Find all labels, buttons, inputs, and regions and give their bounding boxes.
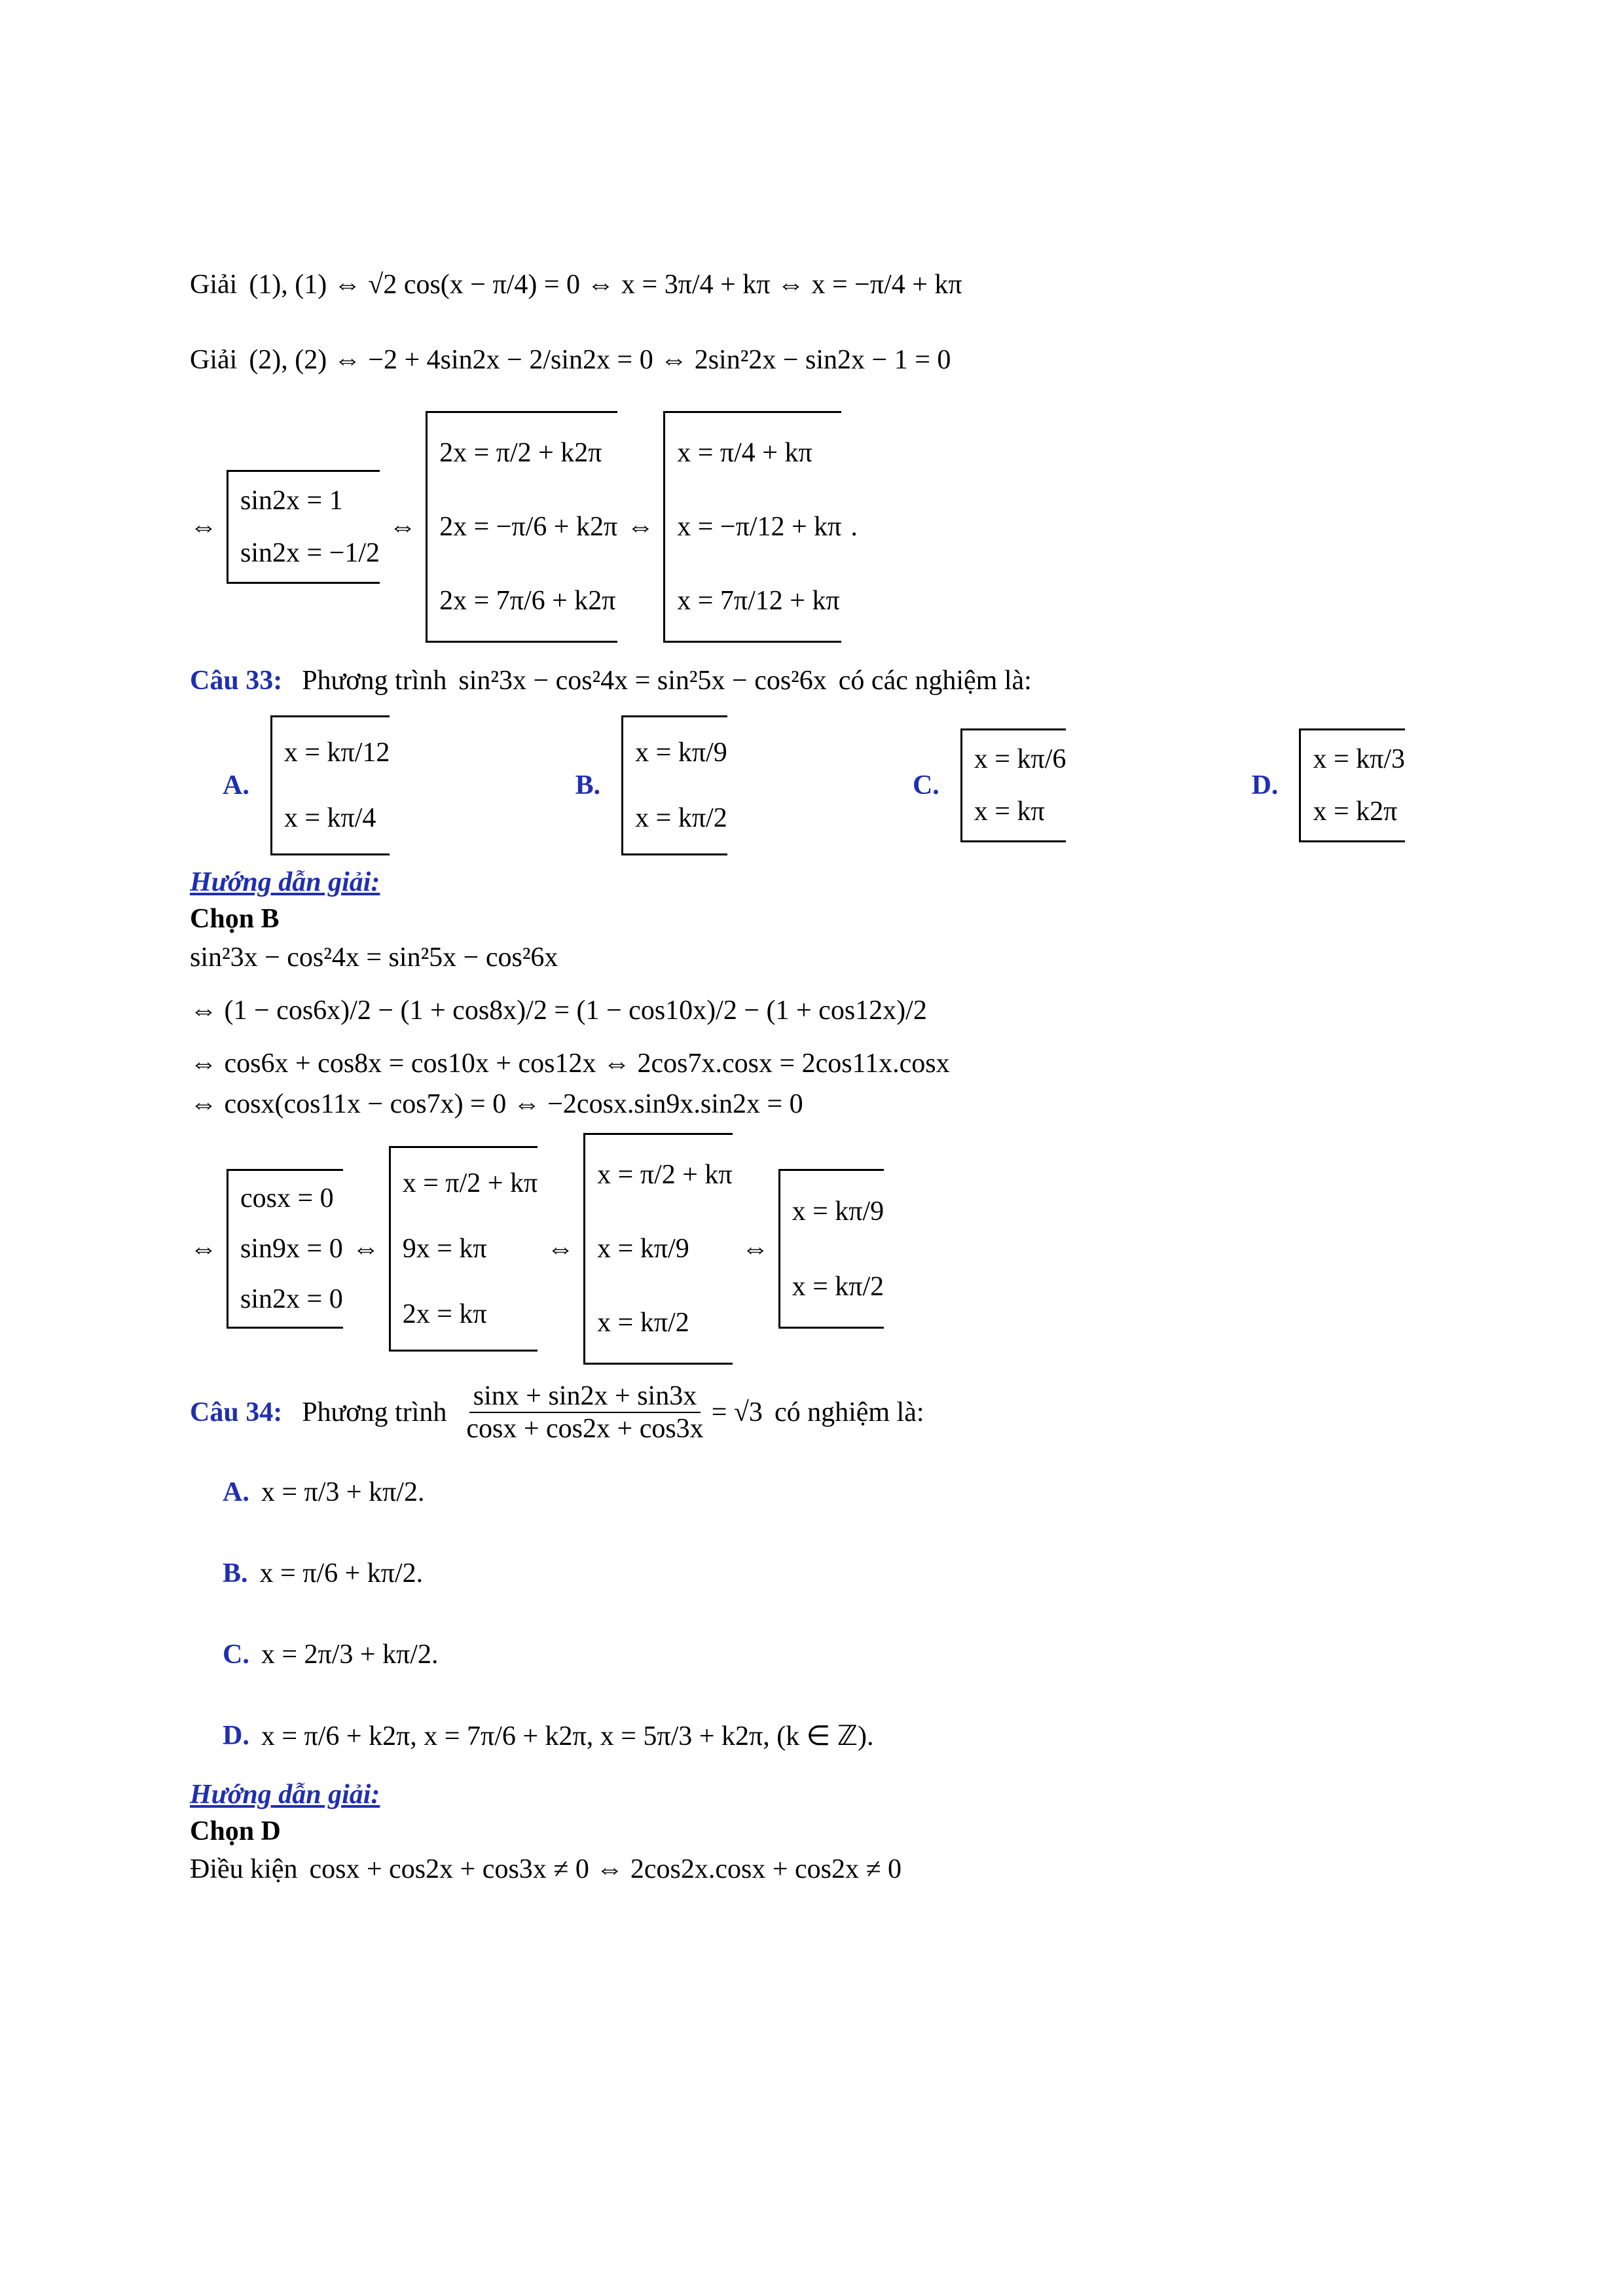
question-34-label: Câu 34: xyxy=(190,1397,283,1427)
answer-label: Chọn B xyxy=(190,904,280,934)
q34-option-a-text: x = π/3 + kπ/2. xyxy=(261,1477,425,1507)
guide-heading: Hướng dẫn giải: xyxy=(190,1780,380,1810)
system-col-3-row: x = π/4 + kπ xyxy=(677,437,812,468)
system-col-2-row: 2x = π/2 + k2π xyxy=(439,437,602,468)
question-34-denominator: cosx + cos2x + cos3x xyxy=(466,1414,704,1444)
q34-option-b-letter: B. xyxy=(223,1558,248,1588)
option-a-bracket xyxy=(270,715,390,855)
option-d[interactable] xyxy=(1252,728,1414,842)
question-33-guide xyxy=(190,864,1434,901)
option-b[interactable] xyxy=(575,715,737,855)
q34-option-c-letter: C. xyxy=(223,1640,249,1670)
option-c-row: x = kπ xyxy=(974,797,1045,827)
q33-step-2 xyxy=(190,978,1434,1043)
q33-step-text: sin²3x − cos²4x = sin²5x − cos²6x xyxy=(190,942,558,973)
system-col-2 xyxy=(426,411,617,643)
system-col-1-row: sin2x = −1/2 xyxy=(240,538,380,568)
q33-system-col-4 xyxy=(778,1169,884,1329)
option-d-bracket xyxy=(1299,728,1405,842)
q33-system-row: sin2x = 0 xyxy=(240,1283,343,1314)
q34-option-c[interactable] xyxy=(223,1614,1434,1695)
option-c-letter: C. xyxy=(912,770,939,800)
solve-2-system: ⇔ sin2x = 1 sin2x = −1/2 ⇔ 2x = π/2 + k2π 2x = −π/6 + k2π 2x = 7π/6 + k2π ⇔ x = π/4 + kπ x = −π/12 + kπ x = 7π/12 + kπ . xyxy=(190,406,1434,648)
option-d-letter: D. xyxy=(1251,770,1279,800)
q33-system-row: x = kπ/9 xyxy=(597,1233,689,1264)
question-33-answer xyxy=(190,901,1434,937)
option-b-row: x = kπ/2 xyxy=(635,803,727,833)
q33-system-row: x = π/2 + kπ xyxy=(402,1168,538,1198)
q33-step-text: ⇔ (1 − cos6x)/2 − (1 + cos8x)/2 = (1 − cos10x)/2 − (1 + cos12x)/2 xyxy=(190,996,927,1026)
q34-option-b[interactable] xyxy=(223,1533,1434,1614)
solve-2-ref: (2) xyxy=(249,345,282,375)
q33-system-col-3 xyxy=(583,1133,732,1365)
option-b-letter: B. xyxy=(575,770,601,800)
option-c[interactable] xyxy=(913,728,1075,842)
system-col-2-row: 2x = −π/6 + k2π xyxy=(439,511,618,542)
question-34 xyxy=(190,1373,1434,1452)
q33-system: ⇔ cosx = 0 sin9x = 0 sin2x = 0 ⇔ x = π/2 + kπ 9x = kπ 2x = kπ ⇔ x = π/2 + kπ x = kπ/9 x = kπ/2 ⇔ x = kπ/9 x = kπ/2 xyxy=(190,1131,1434,1367)
system-col-2-row: 2x = 7π/6 + k2π xyxy=(439,586,616,617)
guide-heading: Hướng dẫn giải: xyxy=(190,867,380,897)
q34-option-d-text: x = π/6 + k2π, x = 7π/6 + k2π, x = 5π/3 + k2π, (k ∈ ℤ). xyxy=(261,1721,874,1751)
q33-step-4 xyxy=(190,1084,1434,1124)
q34-option-d-letter: D. xyxy=(223,1721,249,1751)
solve-2-line: Giải (2) , (2) ⇔ −2 + 4sin2x − 2/sin2x = 0 ⇔ 2sin²2x − sin2x − 1 = 0 xyxy=(190,345,951,375)
q33-step-text: ⇔ cosx(cos11x − cos7x) = 0 ⇔ −2cosx.sin9x.sin2x = 0 xyxy=(190,1089,803,1119)
option-c-bracket xyxy=(960,728,1067,842)
q34-option-a[interactable] xyxy=(223,1452,1434,1533)
q33-system-row: cosx = 0 xyxy=(240,1183,334,1214)
question-34-answer xyxy=(190,1813,1434,1850)
q33-system-row: x = π/2 + kπ xyxy=(597,1159,733,1190)
condition-math: cosx + cos2x + cos3x ≠ 0 ⇔ 2cos2x.cosx + cos2x ≠ 0 xyxy=(309,1854,902,1884)
system-col-1-row: sin2x = 1 xyxy=(240,486,343,516)
answer-label: Chọn D xyxy=(190,1816,281,1846)
q33-step-text: ⇔ cos6x + cos8x = cos10x + cos12x ⇔ 2cos7x.cosx = 2cos11x.cosx xyxy=(190,1049,950,1079)
q33-system-row: 2x = kπ xyxy=(402,1299,487,1329)
question-33-suffix: có các nghiệm là: xyxy=(838,666,1032,696)
solve-2-label: Giải xyxy=(190,345,238,375)
option-a[interactable] xyxy=(223,715,399,855)
system-col-3-row: x = −π/12 + kπ xyxy=(677,511,842,542)
option-b-bracket xyxy=(621,715,727,855)
solve-1-label: Giải xyxy=(190,270,238,300)
q34-option-d[interactable] xyxy=(223,1695,1434,1776)
question-34-rhs: = √3 xyxy=(711,1397,763,1427)
option-a-row: x = kπ/12 xyxy=(283,738,390,768)
solve-1-math: (1) ⇔ √2 cos(x − π/4) = 0 ⇔ x = 3π/4 + kπ ⇔ x = −π/4 + kπ xyxy=(295,270,962,300)
q33-system-row: x = kπ/2 xyxy=(597,1308,689,1338)
option-a-letter: A. xyxy=(223,770,249,800)
question-34-suffix: có nghiệm là: xyxy=(774,1397,924,1427)
question-34-fraction xyxy=(462,1380,707,1445)
question-33-label: Câu 33: xyxy=(190,666,283,696)
question-34-numerator: sinx + sin2x + sin3x xyxy=(469,1380,701,1413)
solve-1-ref: (1) xyxy=(249,270,282,300)
question-33-prefix: Phương trình xyxy=(302,666,447,696)
solve-2-math: (2) ⇔ −2 + 4sin2x − 2/sin2x = 0 ⇔ 2sin²2x − sin2x − 1 = 0 xyxy=(295,345,951,375)
q34-option-a-letter: A. xyxy=(223,1477,249,1507)
option-c-row: x = kπ/6 xyxy=(974,744,1067,774)
document-page xyxy=(190,249,1434,1889)
question-34-condition xyxy=(190,1850,1434,1889)
solve-1-line: Giải (1) , (1) ⇔ √2 cos(x − π/4) = 0 ⇔ x = 3π/4 + kπ ⇔ x = −π/4 + kπ xyxy=(190,270,962,300)
option-a-row: x = kπ/4 xyxy=(283,803,376,833)
question-34-prefix: Phương trình xyxy=(302,1397,447,1427)
q34-option-c-text: x = 2π/3 + kπ/2. xyxy=(261,1640,439,1670)
q33-system-row: x = kπ/9 xyxy=(792,1196,884,1227)
question-33-equation: sin²3x − cos²4x = sin²5x − cos²6x xyxy=(458,666,827,696)
option-b-row: x = kπ/9 xyxy=(635,738,727,768)
q33-step-1 xyxy=(190,937,1434,978)
q33-system-col-2 xyxy=(389,1146,538,1352)
option-d-row: x = kπ/3 xyxy=(1313,744,1405,774)
q33-step-3 xyxy=(190,1043,1434,1084)
q33-system-row: sin9x = 0 xyxy=(240,1233,343,1264)
system-col-3-row: x = 7π/12 + kπ xyxy=(677,586,840,617)
q33-system-row: 9x = kπ xyxy=(402,1234,487,1264)
q33-system-col-1 xyxy=(227,1169,343,1329)
question-34-guide xyxy=(190,1776,1434,1813)
question-33 xyxy=(190,655,1434,707)
question-33-options xyxy=(223,707,1414,864)
q34-option-b-text: x = π/6 + kπ/2. xyxy=(259,1558,424,1588)
system-col-1 xyxy=(227,470,380,584)
option-d-row: x = k2π xyxy=(1313,797,1398,827)
condition-label: Điều kiện xyxy=(190,1854,298,1884)
q33-system-row: x = kπ/2 xyxy=(792,1271,884,1302)
system-col-3 xyxy=(663,411,841,643)
